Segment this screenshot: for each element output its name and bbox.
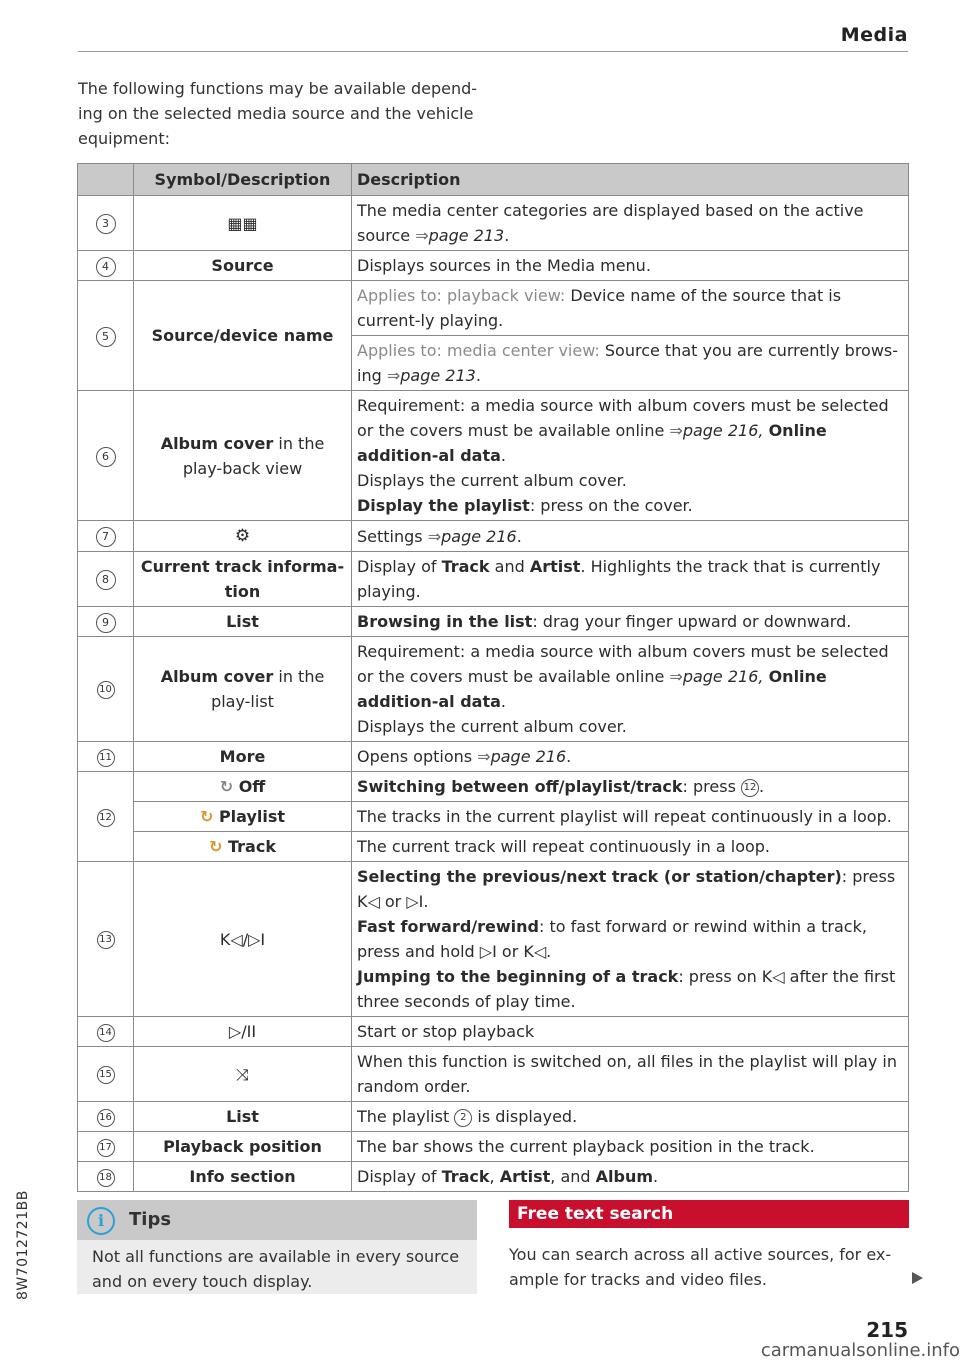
table-header-row [78,164,909,196]
page-ref-arrow-icon: ⇒ [386,366,401,385]
table-row [78,281,909,336]
watermark: carmanualsonline.info [760,1340,960,1361]
row-symbol: Source/device name [134,281,352,391]
table-row [78,196,909,251]
row-description: The playlist 2 is displayed. [352,1102,909,1132]
page-ref-arrow-icon: ⇒ [669,421,683,440]
row-symbol: More [134,742,352,772]
row-description: Applies to: playback view: Device name of the source that is current-ly playing. [352,281,909,336]
page-reference: page 213 [428,226,505,245]
shuffle-icon: ⤨ [134,1047,352,1102]
row-number: 11 [97,749,115,767]
row-description: When this function is switched on, all files in the playlist will play in random order. [352,1047,909,1102]
header-number-cell [78,164,134,196]
repeat-track-icon: ↻ [209,837,223,856]
page-reference: page 216 [490,747,567,766]
table-row [78,1132,909,1162]
page-reference: page 216 [441,526,517,546]
row-number: 9 [96,613,116,633]
page-reference: page 213 [400,366,476,385]
row-symbol: Album cover in the play-list [134,637,352,742]
tips-body: Not all functions are available in every source and on every touch display. [92,1247,460,1291]
row-number: 3 [96,214,116,234]
row-number: 6 [96,447,116,467]
play-pause-icon: ▷/II [134,1017,352,1047]
table-row [78,772,909,802]
row-number: 12 [97,809,115,827]
table-row [78,1162,909,1192]
row-description: Browsing in the list: drag your finger upward or downward. [352,607,909,637]
table-row [78,607,909,637]
free-text-search-body: You can search across all active sources, for ex-ample for tracks and video files. [509,1245,892,1289]
row-number: 17 [97,1139,115,1157]
table-row [78,742,909,772]
page-ref-arrow-icon: ⇒ [477,747,491,766]
page-reference: page 216, [682,667,764,686]
header-symbol: Symbol/Description [134,164,352,196]
row-description: The media center categories are displayed based on the active source ⇒page 213. [352,196,909,251]
free-text-search-heading: Free text search [509,1200,909,1228]
tips-header [77,1200,477,1240]
row-description: Start or stop playback [352,1017,909,1047]
repeat-track-symbol: ↻ Track [134,832,352,862]
tips-title: Tips [129,1209,172,1230]
continue-arrow-icon [912,1272,923,1284]
row-description: Display of Track, Artist, and Album. [352,1162,909,1192]
row-description: Requirement: a media source with album covers must be selected or the covers must be available online ⇒page 216, Online addition-al data. Displays the current album cover. [352,637,909,742]
row-number: 18 [97,1169,115,1187]
row-number: 4 [96,257,116,277]
categories-grid-icon: ▦▦ [227,213,258,233]
row-symbol: List [134,1102,352,1132]
table-row [78,637,909,742]
table-row [78,832,909,862]
section-title: Media [840,24,908,46]
row-number: 14 [97,1024,115,1042]
table-row [78,391,909,521]
repeat-playlist-symbol: ↻ Playlist [134,802,352,832]
header-description: Description [352,164,909,196]
row-description: Settings ⇒page 216. [352,521,909,552]
row-description: Displays sources in the Media menu. [352,251,909,281]
row-description: Applies to: media center view: Source that you are currently brows-ing ⇒page 213. [352,336,909,391]
row-description: Switching between off/playlist/track: press 12 . [352,772,909,802]
info-icon: i [87,1207,115,1235]
tips-box [77,1200,477,1294]
page-ref-arrow-icon: ⇒ [669,667,683,686]
row-description: Opens options ⇒page 216. [352,742,909,772]
row-number: 7 [96,527,116,547]
page-number: 215 [866,1318,908,1342]
table-row [78,1102,909,1132]
item-reference: 12 [741,779,759,797]
row-description: The tracks in the current playlist will repeat continuously in a loop. [352,802,909,832]
row-description: Requirement: a media source with album covers must be selected or the covers must be available online ⇒page 216, Online addition-al data. Displays the current album cover. Display the playlist: press on the cover. [352,391,909,521]
functions-table [77,163,909,1192]
page-ref-arrow-icon: ⇒ [415,226,429,245]
table-row [78,802,909,832]
table-row [78,1017,909,1047]
page-reference: page 216, [682,421,764,440]
table-row [78,251,909,281]
row-description: The bar shows the current playback position in the track. [352,1132,909,1162]
repeat-off-icon: ↻ [219,777,234,796]
row-number: 13 [97,931,115,949]
settings-gear-icon: ⚙ [234,526,251,546]
item-reference: 2 [454,1109,472,1127]
page-ref-arrow-icon: ⇒ [427,526,442,546]
table-row [78,552,909,607]
row-number: 15 [97,1066,115,1084]
row-symbol: Current track informa-tion [134,552,352,607]
document-code: 8W7012721BB [15,1190,31,1300]
row-symbol: Playback position [134,1132,352,1162]
row-number: 5 [96,327,116,347]
row-description: Display of Track and Artist. Highlights the track that is currently playing. [352,552,909,607]
row-symbol: List [134,607,352,637]
row-description: The current track will repeat continuously in a loop. [352,832,909,862]
row-symbol: Album cover in the play-back view [134,391,352,521]
row-symbol: Info section [134,1162,352,1192]
row-number: 16 [97,1109,115,1127]
table-row [78,1047,909,1102]
table-row [78,862,909,1017]
header-divider [78,51,908,52]
row-number: 10 [97,681,115,699]
row-description: Selecting the previous/next track (or station/chapter): press K◁ or ▷I. Fast forward/rewind: to fast forward or rewind within a track, press and hold ▷I or K◁. Jumping to the beginning of a track: press on K◁ after the first three seconds of play time. [352,862,909,1017]
intro-paragraph: The following functions may be available depend-ing on the selected media source and the vehicle equipment: [78,79,478,148]
table-row [78,521,909,552]
repeat-off-symbol: ↻ Off [134,772,352,802]
row-symbol: Source [134,251,352,281]
row-number: 8 [96,570,116,590]
repeat-playlist-icon: ↻ [199,807,214,826]
skip-previous-next-icon: K◁/▷I [134,862,352,1017]
